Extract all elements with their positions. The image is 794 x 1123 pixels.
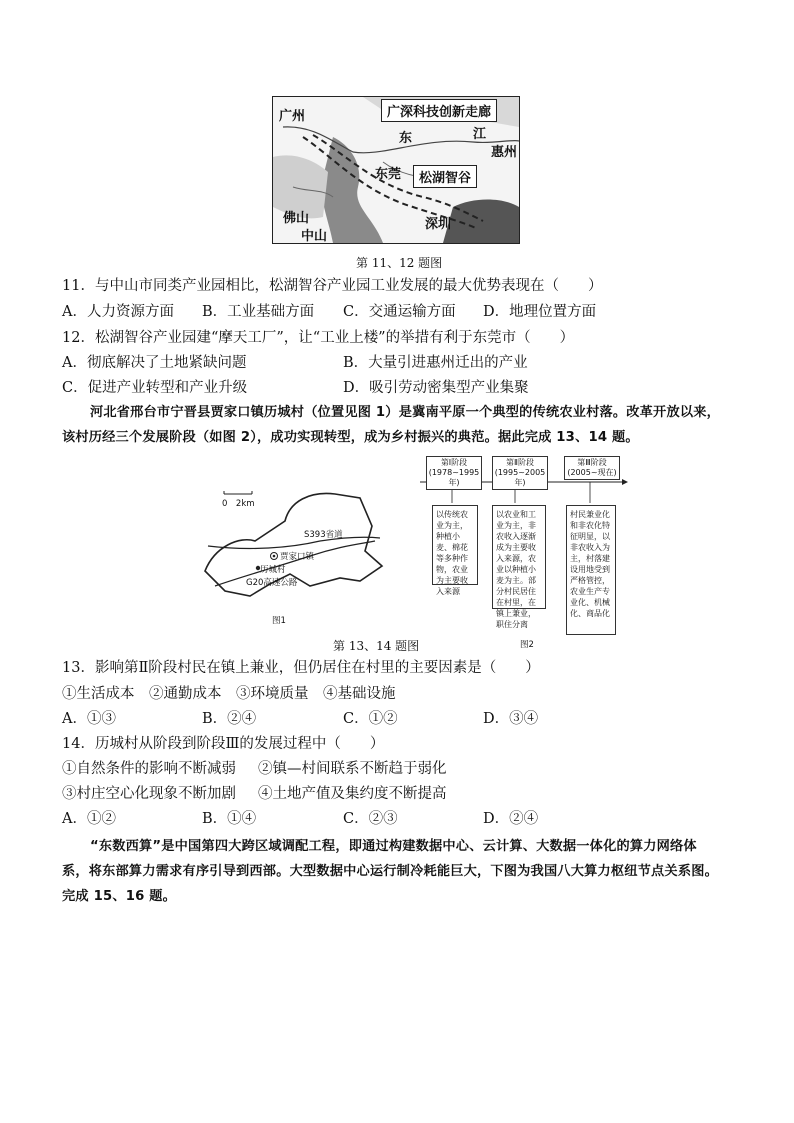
phase-2-years: (1995~2005年) bbox=[494, 468, 546, 487]
label-foshan: 佛山 bbox=[283, 211, 310, 226]
fig1-label: 图1 bbox=[272, 616, 286, 626]
q11-option-b: B．工业基础方面 bbox=[202, 304, 315, 320]
passage2-line1: “东数西算”是中国第四大跨区域调配工程，即通过构建数据中心、云计算、大数据一体化的算力网络体 bbox=[90, 839, 697, 854]
phase-3-text: 村民兼业化和非农化特征明显，以非农收入为主，村落建设用地受到严格管控，农业生产专业化、机械化、商品化 bbox=[566, 505, 616, 635]
q13-option-a: A．①③ bbox=[62, 711, 116, 727]
passage1-line2: 该村历经三个发展阶段（如图 2），成功实现转型，成为乡村振兴的典范。据此完成 13、14 题。 bbox=[62, 430, 639, 445]
phase-1-text: 以传统农业为主，种植小麦、棉花等多种作物，农业为主要收入来源 bbox=[432, 505, 478, 585]
fig2-label: 图2 bbox=[520, 640, 534, 650]
phase-3-name: 第Ⅲ阶段 bbox=[577, 458, 607, 467]
label-dong: 东 bbox=[399, 131, 413, 146]
q13-stem: 13．影响第Ⅱ阶段村民在镇上兼业，但仍居住在村里的主要因素是（ ） bbox=[62, 660, 540, 676]
map1-caption: 第 11、12 题图 bbox=[356, 256, 443, 270]
q12-option-d: D．吸引劳动密集型产业集聚 bbox=[343, 380, 529, 396]
q13-option-b: B．②④ bbox=[202, 711, 257, 727]
label-dongguan: 东莞 bbox=[375, 167, 402, 182]
q14-item-1: ①自然条件的影响不断减弱 bbox=[62, 761, 236, 777]
label-guangzhou: 广州 bbox=[279, 109, 306, 124]
q14-item-2: ②镇—村间联系不断趋于弱化 bbox=[258, 761, 447, 777]
valley-tag: 松湖智谷 bbox=[413, 165, 477, 188]
figure-1 bbox=[200, 486, 390, 631]
fig1-town: 贾家口镇 bbox=[280, 552, 315, 562]
fig1-road-s393: S393省道 bbox=[304, 530, 343, 540]
q14-item-4: ④土地产值及集约度不断提高 bbox=[258, 786, 447, 802]
phase-2-header bbox=[492, 456, 548, 490]
fig1-road-g20: G20高速公路 bbox=[246, 578, 298, 588]
q12-option-a: A．彻底解决了土地紧缺问题 bbox=[62, 355, 247, 371]
figure-2 bbox=[420, 455, 630, 650]
q13-items: ①生活成本 ②通勤成本 ③环境质量 ④基础设施 bbox=[62, 686, 396, 702]
label-zhongshan: 中山 bbox=[301, 229, 328, 244]
label-huizhou: 惠州 bbox=[491, 145, 518, 160]
label-jiang: 江 bbox=[473, 127, 487, 142]
label-shenzhen: 深圳 bbox=[425, 217, 452, 232]
phase-1-header bbox=[426, 456, 482, 490]
pearl-river-delta-map bbox=[272, 96, 520, 244]
corridor-tag: 广深科技创新走廊 bbox=[381, 99, 497, 122]
phase-2-text: 以农业和工业为主，非农收入逐渐成为主要收入来源，农业以种植小麦为主。部分村民居住在村里，在镇上兼业，职住分离 bbox=[492, 505, 546, 609]
q12-option-b: B．大量引进惠州迁出的产业 bbox=[343, 355, 528, 371]
q14-stem: 14．历城村从阶段到阶段Ⅲ的发展过程中（ ） bbox=[62, 736, 385, 752]
phase-1-name: 第Ⅰ阶段 bbox=[440, 458, 468, 467]
phase-3-header bbox=[564, 456, 620, 480]
q11-stem: 11．与中山市同类产业园相比，松湖智谷产业园工业发展的最大优势表现在（ ） bbox=[62, 278, 603, 294]
q11-option-c: C．交通运输方面 bbox=[343, 304, 456, 320]
passage1-line1: 河北省邢台市宁晋县贾家口镇历城村（位置见图 1）是冀南平原一个典型的传统农业村落。改革开放以来， bbox=[90, 405, 720, 420]
q11-option-d: D．地理位置方面 bbox=[483, 304, 597, 320]
fig1-village: 历城村 bbox=[260, 565, 286, 575]
phase-3-years: (2005~现在) bbox=[567, 468, 617, 477]
q13-option-c: C．①② bbox=[343, 711, 398, 727]
q13-option-d: D．③④ bbox=[483, 711, 539, 727]
q12-option-c: C．促进产业转型和产业升级 bbox=[62, 380, 248, 396]
q14-option-c: C．②③ bbox=[343, 811, 398, 827]
q14-option-a: A．①② bbox=[62, 811, 116, 827]
q14-option-b: B．①④ bbox=[202, 811, 257, 827]
phase-1-years: (1978~1995年) bbox=[428, 468, 480, 487]
q14-item-3: ③村庄空心化现象不断加剧 bbox=[62, 786, 236, 802]
passage2-line3: 完成 15、16 题。 bbox=[62, 889, 177, 904]
passage-15-16 bbox=[62, 834, 742, 909]
phase-2-name: 第Ⅱ阶段 bbox=[506, 458, 534, 467]
passage-13-14 bbox=[62, 400, 742, 450]
q12-stem: 12．松湖智谷产业园建“摩天工厂”，让“工业上楼”的举措有利于东莞市（ ） bbox=[62, 330, 575, 346]
q11-option-a: A．人力资源方面 bbox=[62, 304, 174, 320]
fig-13-14-caption: 第 13、14 题图 bbox=[333, 639, 420, 653]
fig1-scale: 0 2km bbox=[222, 499, 255, 509]
q14-option-d: D．②④ bbox=[483, 811, 539, 827]
passage2-line2: 系，将东部算力需求有序引导到西部。大型数据中心运行制冷耗能巨大，下图为我国八大算力枢纽节点关系图。 bbox=[62, 864, 718, 879]
